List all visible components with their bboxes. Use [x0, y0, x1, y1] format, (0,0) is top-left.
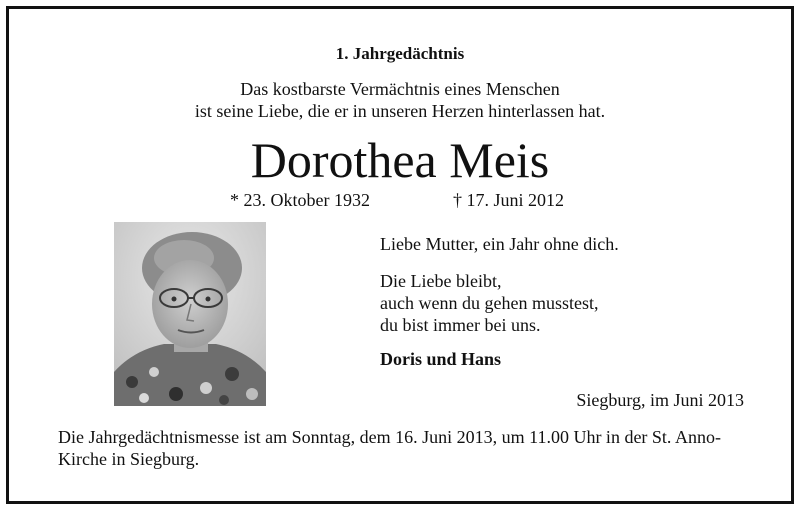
poem-line: auch wenn du gehen musstest,	[380, 293, 599, 313]
deceased-name: Dorothea Meis	[250, 132, 550, 188]
verse-line: ist seine Liebe, die er in unseren Herzen hinterlassen hat.	[194, 101, 606, 121]
poem-line: du bist immer bei uns.	[380, 315, 541, 335]
signature: Doris und Hans	[380, 349, 502, 369]
birth-date: * 23. Oktober 1932	[230, 190, 370, 210]
notice-line: Die Jahrgedächtnismesse ist am Sonntag, dem 16. Juni 2013, um 11.00 Uhr in der St. Anno-	[58, 427, 721, 447]
portrait-photo	[114, 222, 266, 406]
memorial-verse	[0, 78, 800, 122]
poem	[380, 270, 598, 336]
anniversary-heading: 1. Jahrgedächtnis	[335, 44, 465, 63]
place-and-date: Siegburg, im Juni 2013	[576, 390, 744, 410]
notice-line: Kirche in Siegburg.	[58, 449, 200, 469]
death-date: † 17. Juni 2012	[453, 190, 565, 210]
portrait-image	[114, 222, 266, 406]
poem-line: Die Liebe bleibt,	[380, 271, 502, 291]
verse-line: Das kostbarste Vermächtnis eines Menschen	[240, 79, 560, 99]
mass-notice	[58, 426, 748, 470]
personal-message: Liebe Mutter, ein Jahr ohne dich.	[380, 234, 619, 254]
